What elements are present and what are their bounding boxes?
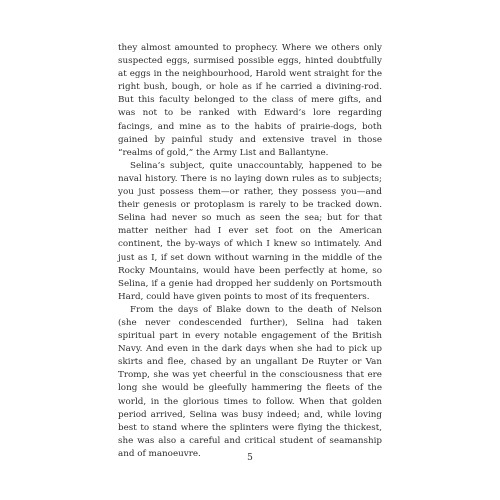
paragraph: From the days of Blake down to the death of Nelson (she never condescended further), Selina had taken spiritual part in every notable engagement of the British Navy. And even in the dark days when she had to pick up skirts and flee, chased by an ungallant De Ruyter or Van Tromp, she was yet cheerful in the consciousness that ere long she would be gleefully hammering the fleets of the world, in the glorious times to follow. When that golden period arrived, Selina was busy indeed; and, while loving best to stand where the splinters were flying the thickest, she was also a careful and critical student of seamanship and of manoeuvre. xyxy=(118,304,382,459)
body-text xyxy=(118,42,382,461)
paragraph: Selina’s subject, quite unaccountably, happened to be naval history. There is no laying down rules as to subjects; you just possess them—or rather, they possess you—and their genesis or protoplasm is rarely to be tracked down. Selina had never so much as seen the sea; but for that matter neither had I ever set foot on the American continent, the by-ways of which I knew so intimately. And just as I, if set down without warning in the middle of the Rocky Mountains, would have been perfectly at home, so Selina, if a genie had dropped her suddenly on Portsmouth Hard, could have given points to most of its frequenters. xyxy=(118,160,382,302)
paragraph: they almost amounted to prophecy. Where we others only suspected eggs, surmised possible eggs, hinted doubtfully at eggs in the neighbourhood, Harold went straight for the right bush, bough, or hole as if he carried a divining-rod. But this faculty belonged to the class of mere gifts, and was not to be ranked with Edward’s lore regarding facings, and mine as to the habits of prairie-dogs, both gained by painful study and extensive travel in those “realms of gold,” the Army List and Ballantyne. xyxy=(118,43,382,158)
page-number: 5 xyxy=(247,453,253,463)
